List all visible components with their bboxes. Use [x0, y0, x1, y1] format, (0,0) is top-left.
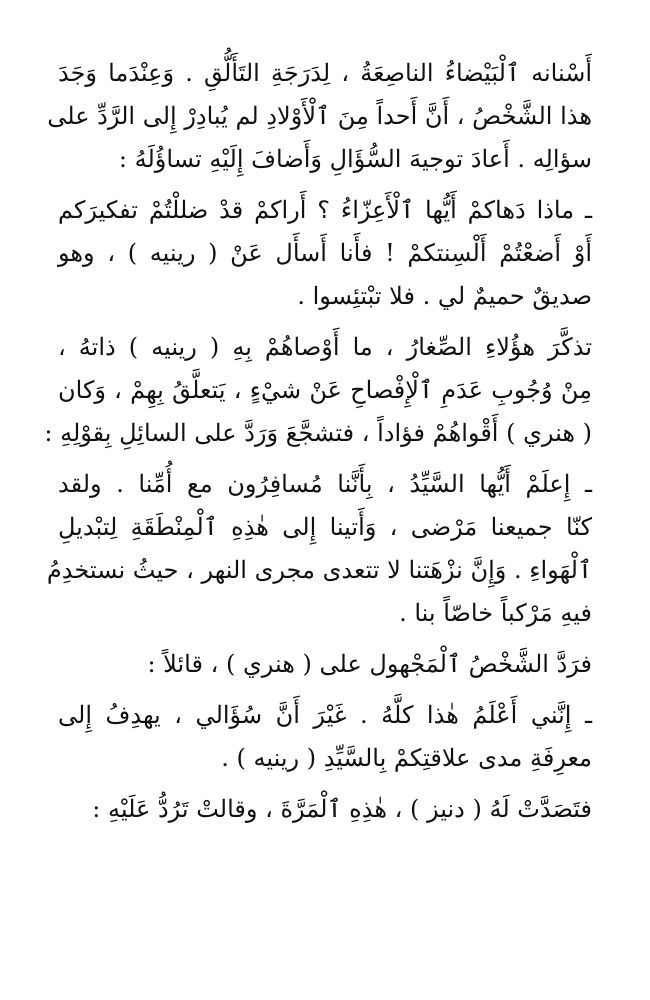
text-line: ـ إِعلَمْ أَيُّها السَّيِّدُ ، بِأَنَّنا مُسافِرُون مع أُمِّنا . ولقد: [58, 470, 592, 498]
paragraph-gap: [58, 455, 592, 463]
text-line: ( هنري ) أَقْواهُمْ فؤاداً ، فتشجَّعَ وَرَدَّ على السائِلِ بِقوْلِهِ :: [44, 419, 592, 447]
text-line: صديقٌ حميمٌ لي . فلا تبْتئِسوا .: [297, 282, 592, 310]
text-line: ـ ماذا دَهاكمْ أَيُّها ٱلْأَعِزّاءُ ؟ أَراكمْ قدْ ضللْتُمْ تفكيرَكم: [58, 196, 592, 224]
paragraph-3: [44, 326, 592, 455]
paragraph-6: [58, 694, 592, 780]
paragraph-gap: [58, 780, 592, 788]
paragraph-gap: [58, 635, 592, 643]
text-line: هذا الشَّخْصُ ، أَنَّ أَحداً مِنَ ٱلْأَوْلادِ لم يُبادِرْ إِلى الرَّدِّ على: [47, 102, 592, 130]
text-line: ـ إِنَّني أَعْلَمُ هٰذا كلَّهُ . غَيْرَ أَنَّ سُؤَالي ، يهدِفُ إِلى: [58, 701, 592, 729]
text-line: ٱلْهَواءِ . وَإِنَّ نزْهَتنا لا تتعدى مجرى النهر ، حيثُ نستخدِمُ: [46, 556, 592, 584]
paragraph-1: [47, 52, 592, 181]
text-line: تذكَّرَ هؤُلاءِ الصِّغارُ ، ما أَوْصاهُمْ بِهِ ( رينيه ) ذاتهُ ،: [58, 333, 592, 361]
paragraph-5: [58, 643, 592, 686]
text-line: أَوْ أَضعْتُمْ أَلْسِنتكمْ ! فأَنا أَسأَل عَنْ ( رينيه ) ، وهو: [58, 239, 592, 267]
paragraph-gap: [58, 181, 592, 189]
text-line: فتَصَدَّتْ لَهُ ( دنيز ) ، هٰذِهِ ٱلْمَرَّةَ ، وقالتْ تَرُدُّ عَلَيْهِ :: [92, 795, 592, 823]
text-line: فيهِ مَرْكباً خاصّاً بنا .: [399, 599, 592, 627]
paragraph-gap: [58, 686, 592, 694]
text-line: معرِفَةِ مدى علاقتِكمْ بِالسَّيِّدِ ( رينيه ) .: [221, 744, 592, 772]
paragraph-gap: [58, 318, 592, 326]
text-line: فرَدَّ الشَّخْصُ ٱلْمَجْهول على ( هنري ) ، قائلاً :: [147, 650, 592, 678]
paragraph-7: [58, 788, 592, 831]
text-line: أَسْنانه ٱلْبَيْضاءُ الناصِعَةُ ، لِدَرَجَةِ التَأَلُّقِ . وَعِنْدَما وَجَدَ: [58, 59, 592, 87]
text-line: سؤالِه . أَعادَ توجيهَ السُّؤَالِ وَأَضافَ إِلَيْهِ تساؤُلَهُ :: [118, 145, 592, 173]
text-line: مِنْ وُجُوبِ عَدَمِ ٱلْإِفْصاحِ عَنْ شيْءٍ ، يَتعلَّقُ بِهِمْ ، وَكان: [58, 376, 592, 404]
text-line: كنّا جميعنا مَرْضى ، وَأَتينا إِلى هٰذِهِ ٱلْمِنْطَقَةِ لِتبْديلِ: [58, 513, 592, 541]
paragraph-4: [46, 463, 592, 635]
paragraph-2: [58, 189, 592, 318]
